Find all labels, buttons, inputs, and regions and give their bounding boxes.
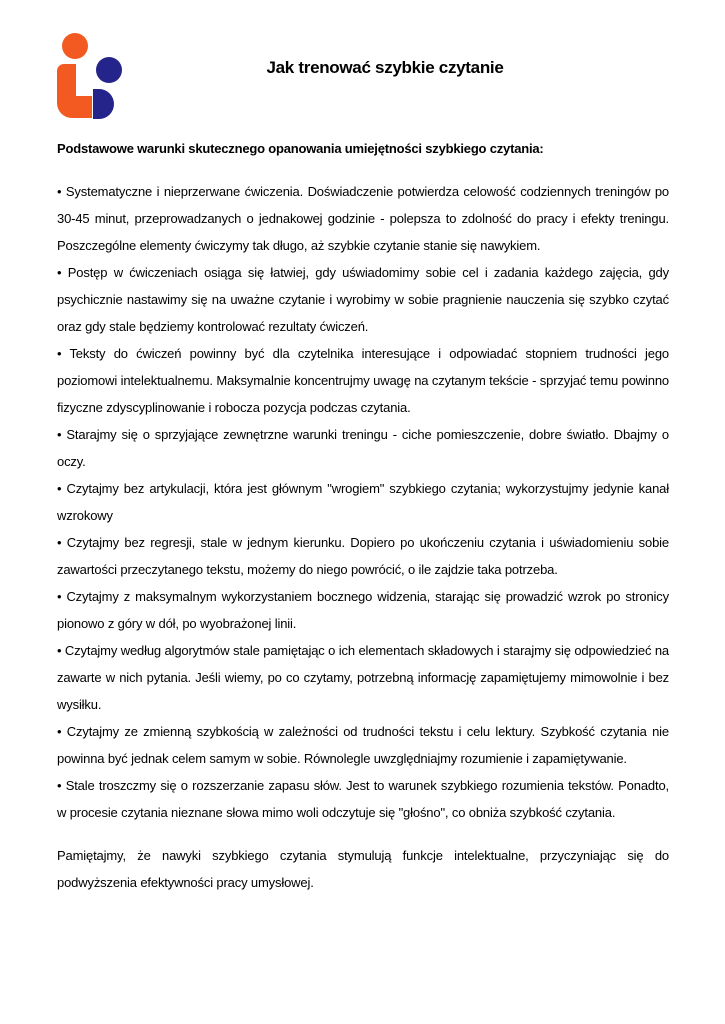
- closing-paragraph: Pamiętajmy, że nawyki szybkiego czytania stymulują funkcje intelektualne, przyczyniając się do podwyższenia efektywności pracy umysłowej.: [57, 848, 669, 890]
- list-item: • Stale troszczmy się o rozszerzanie zapasu słów. Jest to warunek szybkiego rozumienia tekstów. Ponadto, w procesie czytania nieznane słowa mimo woli odczytuje się "głośno", co obniża szybkość czytania.: [57, 778, 669, 820]
- list-item: • Teksty do ćwiczeń powinny być dla czytelnika interesujące i odpowiadać stopniem trudności jego poziomowi intelektualnemu. Maksymalnie koncentrujmy uwagę na czytanym tekście - sprzyjać temu powinno fizyczne zdyscyplinowanie i robocza pozycja podczas czytania.: [57, 346, 669, 415]
- page-title: Jak trenować szybkie czytanie: [266, 58, 504, 77]
- list-item: • Czytajmy bez artykulacji, która jest głównym "wrogiem" szybkiego czytania; wykorzystujmy jedynie kanał wzrokowy: [57, 481, 669, 523]
- list-item: • Czytajmy bez regresji, stale w jednym kierunku. Dopiero po ukończeniu czytania i uświadomieniu sobie zawartości przeczytanego tekstu, możemy do niego powrócić, o ile zajdzie taka potrzeba.: [57, 535, 669, 577]
- list-item: • Czytajmy z maksymalnym wykorzystaniem bocznego widzenia, starając się prowadzić wzrok po stronicy pionowo z góry w dół, po wyobrażonej linii.: [57, 589, 669, 631]
- logo-figure-icon: [57, 33, 125, 119]
- list-item: • Czytajmy ze zmienną szybkością w zależności od trudności tekstu i celu lektury. Szybkość czytania nie powinna być jednak celem samym w sobie. Równolegle uwzględniajmy rozumienie i zapamiętywanie.: [57, 724, 669, 766]
- list-item: • Postęp w ćwiczeniach osiąga się łatwiej, gdy uświadomimy sobie cel i zadania każdego zajęcia, gdy psychicznie nastawimy się na uważne czytanie i wyrobimy w sobie pragnienie nauczenia się szybko czytać oraz gdy stale będziemy kontrolować rezultaty ćwiczeń.: [57, 265, 669, 334]
- document-body: [57, 178, 669, 896]
- section-heading: Podstawowe warunki skutecznego opanowania umiejętności szybkiego czytania:: [57, 141, 544, 156]
- list-item: • Starajmy się o sprzyjające zewnętrzne warunki treningu - ciche pomieszczenie, dobre światło. Dbajmy o oczy.: [57, 427, 669, 469]
- list-item: • Czytajmy według algorytmów stale pamiętając o ich elementach składowych i starajmy się odpowiedzieć na zawarte w nich pytania. Jeśli wiemy, po co czytamy, potrzebną informację zapamiętujemy mimowolnie i bez wysiłku.: [57, 643, 669, 712]
- list-item: • Systematyczne i nieprzerwane ćwiczenia. Doświadczenie potwierdza celowość codziennych treningów po 30-45 minut, przeprowadzanych o jednakowej godzinie - polepsza to zdolność do pracy i efekty treningu. Poszczególne elementy ćwiczymy tak długo, aż szybkie czytanie stanie się nawykiem.: [57, 184, 669, 253]
